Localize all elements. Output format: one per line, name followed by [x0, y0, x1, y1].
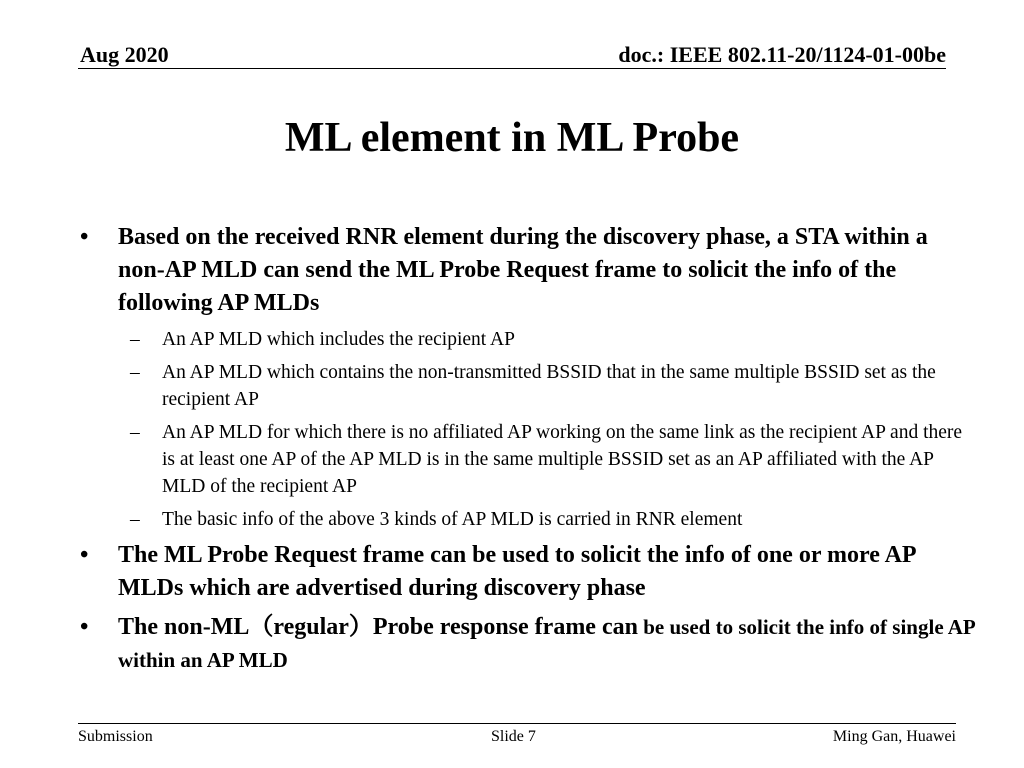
sub-bullet-item [78, 326, 978, 353]
bullet-marker: • [80, 542, 89, 568]
header-divider [78, 68, 946, 69]
sub-bullet-text: The basic info of the above 3 kinds of AP MLD is carried in RNR element [162, 509, 743, 530]
sub-bullet-marker: – [130, 422, 140, 443]
sub-bullet-text: An AP MLD which includes the recipient AP [162, 329, 515, 350]
sub-bullet-text: An AP MLD for which there is no affiliated AP working on the same link as the recipient AP and there is at least one AP of the AP MLD is in the same multiple BSSID set as an AP affiliated with the AP MLD of the recipient AP [162, 422, 963, 497]
sub-bullet-item [78, 359, 978, 413]
bullet-marker: • [80, 614, 89, 640]
header-doc-id: doc.: IEEE 802.11-20/1124-01-00be [618, 42, 946, 67]
bullet-text: Based on the received RNR element during the discovery phase, a STA within a non-AP MLD can send the ML Probe Request frame to solicit the info of the following AP MLDs [118, 224, 928, 316]
footer-submission: Submission [78, 728, 153, 745]
bullet-text-continued: be used to solicit the info of single AP within an AP MLD [118, 615, 975, 672]
sub-bullet-item [78, 506, 978, 533]
footer-divider [78, 723, 956, 724]
sub-bullet-marker: – [130, 362, 140, 383]
footer-author: Ming Gan, Huawei [832, 728, 956, 745]
sub-bullet-item [78, 419, 978, 500]
slide-content [78, 221, 978, 677]
bullet-item [78, 611, 978, 677]
bullet-text: The non-ML（regular）Probe response frame can [118, 614, 638, 640]
bullet-marker: • [80, 224, 89, 250]
sub-bullet-marker: – [130, 509, 140, 530]
bullet-text: The ML Probe Request frame can be used to solicit the info of one or more AP MLDs which are advertised during discovery phase [118, 542, 916, 601]
header-date: Aug 2020 [80, 42, 169, 67]
bullet-item [78, 539, 978, 605]
sub-bullet-marker: – [130, 329, 140, 350]
footer-slide-number: Slide 7 [491, 728, 536, 745]
bullet-item [78, 221, 978, 320]
slide-title: ML element in ML Probe [284, 115, 740, 161]
sub-bullet-text: An AP MLD which contains the non-transmitted BSSID that in the same multiple BSSID set as the recipient AP [162, 362, 936, 410]
